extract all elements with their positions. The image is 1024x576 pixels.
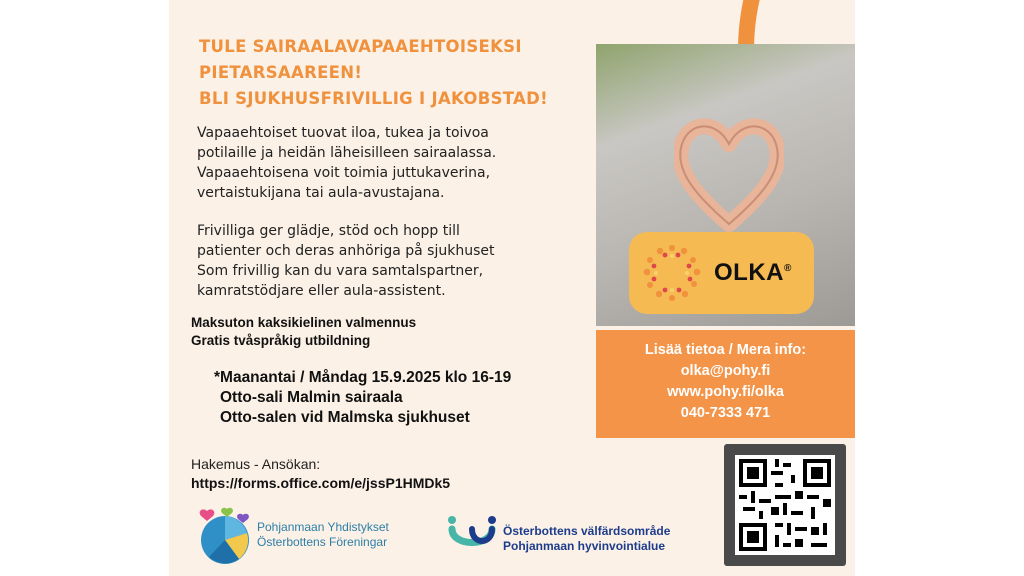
info-email[interactable]: olka@pohy.fi [680,363,771,379]
olka-dots-icon [641,242,703,304]
logo-line-1: Österbottens välfärdsområde [503,524,671,538]
event-info [214,368,511,428]
title-line-3: BLI SJUKHUSFRIVILLIG I JAKOBSTAD! [199,89,548,108]
poster [169,0,855,576]
olka-logo-text [714,259,792,287]
logo-line-2: Pohjanmaan hyvinvointialue [503,539,666,553]
text-line: Vapaaehtoisena voit toimia juttukaverina, [197,165,491,181]
text-line: potilaille ja heidän läheisilleen sairaalassa. [197,145,497,161]
text-line: kamratstödjare eller aula-assistent. [197,283,446,299]
training-fi: Maksuton kaksikielinen valmennus [191,315,417,330]
info-web[interactable]: www.pohy.fi/olka [667,384,784,400]
text-line: Som frivillig kan du vara samtalspartner, [197,263,484,279]
pohjanmaan-yhdistykset-logo-icon [197,507,253,565]
logo-line-2: Österbottens Föreningar [257,535,388,549]
pohjanmaan-yhdistykset-logo-text [257,520,389,550]
poster-title [199,34,548,112]
text-line: patienter och deras anhöriga på sjukhuset [197,243,495,259]
finnish-description [197,123,496,203]
qr-code-frame [724,444,846,566]
event-place-sv: Otto-salen vid Malmska sjukhuset [220,409,470,426]
text-line: vertaistukijana tai aula-avustajana. [197,185,445,201]
olka-word: OLKA [714,259,784,286]
title-line-2: PIETARSAAREEN! [199,63,363,82]
title-line-1: TULE SAIRAALAVAPAAEHTOISEKSI [199,37,522,56]
wellbeing-services-logo-text [503,524,670,554]
application-link[interactable]: https://forms.office.com/e/jssP1HMDk5 [191,475,451,491]
qr-code-icon [735,455,835,555]
heart-hands-icon [674,114,784,234]
info-heading: Lisää tietoa / Mera info: [644,342,807,358]
training-sv: Gratis tvåspråkig utbildning [191,333,371,348]
event-place-fi: Otto-sali Malmin sairaala [220,389,403,406]
text-line: Frivilliga ger glädje, stöd och hopp till [197,223,460,239]
swedish-description [197,221,494,301]
event-date: *Maanantai / Måndag 15.9.2025 klo 16-19 [214,369,512,386]
logo-line-1: Pohjanmaan Yhdistykset [257,520,389,534]
wellbeing-services-logo-icon [446,515,498,557]
text-line: Vapaaehtoiset tuovat iloa, tukea ja toivoa [197,125,489,141]
training-info [191,314,416,350]
contact-info-box [596,330,855,438]
qr-code[interactable] [735,455,835,555]
application-label: Hakemus - Ansökan: [191,456,321,472]
info-phone: 040-7333 471 [680,405,771,421]
registered-mark: ® [784,263,792,274]
